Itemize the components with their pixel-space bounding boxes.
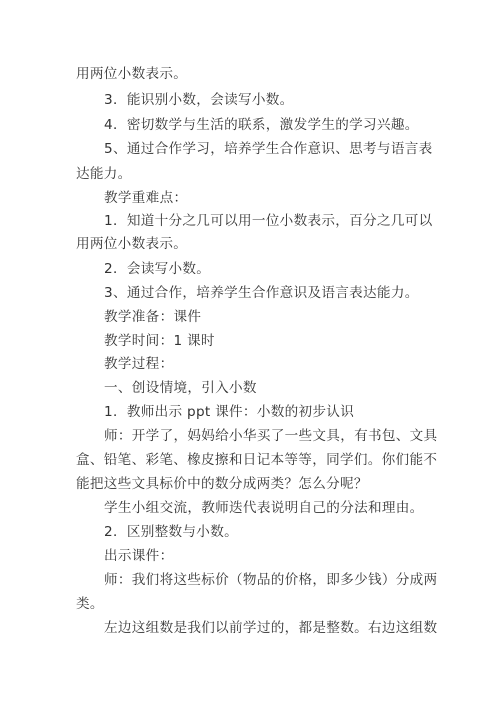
text-line: 一、创设情境，引入小数 [104,380,257,396]
text-line: 达能力。 [76,166,132,182]
text-line: 1．教师出示 ppt 课件：小数的初步认识 [104,404,355,420]
text-line: 教学时间：1 课时 [104,333,215,349]
text-line: 盒、铅笔、彩笔、橡皮擦和日记本等等，同学们。你们能不 [76,452,438,468]
text-line: 用两位小数表示。 [76,236,188,252]
text-line: 学生小组交流，教师迭代表说明自己的分法和理由。 [104,500,424,516]
text-line: 3．能识别小数，会读写小数。 [104,92,294,108]
text-line: 师：开学了，妈妈给小华买了一些文具，有书包、文具 [104,428,438,444]
text-line: 出示课件： [104,548,174,564]
text-line: 类。 [76,596,104,612]
text-line: 2．区别整数与小数。 [104,524,238,540]
text-line: 5、通过合作学习，培养学生合作意识、思考与语言表 [104,141,433,157]
text-line: 能把这些文具标价中的数分成两类？怎么分呢？ [76,476,368,492]
text-line: 教学准备：课件 [104,309,202,325]
section-heading: 教学重难点： [104,190,188,206]
text-line: 3、通过合作，培养学生合作意识及语言表达能力。 [104,285,419,301]
text-line: 4．密切数学与生活的联系，激发学生的学习兴趣。 [104,117,419,133]
text-line: 左边这组数是我们以前学过的，都是整数。右边这组数 [104,620,438,636]
section-heading: 教学过程： [104,356,174,372]
text-line: 1．知道十分之几可以用一位小数表示，百分之几可以 [104,213,433,229]
text-line: 用两位小数表示。 [76,66,188,82]
text-line: 2．会读写小数。 [104,261,211,277]
text-line: 师：我们将这些标价（物品的价格，即多少钱）分成两 [104,572,438,588]
